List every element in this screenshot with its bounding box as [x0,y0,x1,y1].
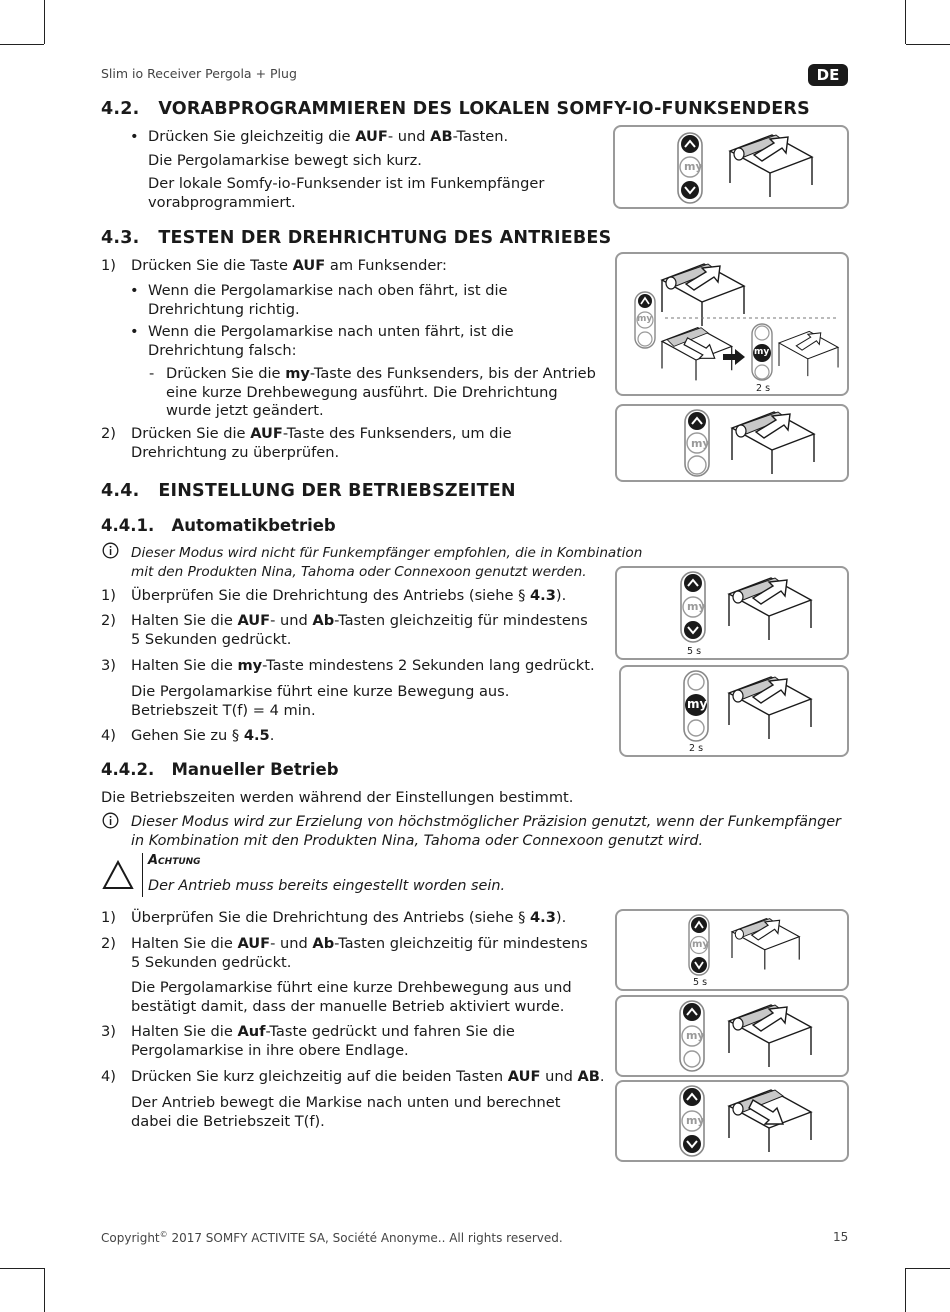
item-number: 2) [101,935,116,952]
dash: - [149,365,155,382]
crop-mark [44,0,45,44]
my-label: my [687,600,706,613]
illustration-remote-pergola [615,404,849,482]
paragraph: Drücken Sie kurz gleichzeitig auf die beiden Tasten AUF und AB. [131,1068,605,1085]
my-label: my [754,347,770,357]
paragraph: Halten Sie die AUF- und Ab-Tasten gleichzeitig für mindestens [131,935,588,952]
my-label: my [637,314,653,324]
illustration-remote-pergola [615,566,849,660]
warning-icon [101,859,135,891]
paragraph: Gehen Sie zu § 4.5. [131,727,275,744]
paragraph: wurde jetzt geändert. [166,402,324,419]
bullet: • [130,128,139,145]
paragraph: Drehrichtung zu überprüfen. [131,444,340,461]
warning-title: Achtung [148,853,201,868]
section-heading-4-3: 4.3. TESTEN DER DREHRICHTUNG DES ANTRIEBES [101,228,612,248]
page-number: 15 [833,1230,849,1244]
paragraph: Betriebszeit T(f) = 4 min. [131,702,316,719]
paragraph: Halten Sie die AUF- und Ab-Tasten gleichzeitig für mindestens [131,612,588,629]
duration-caption: 2 s [689,743,704,754]
paragraph: Wenn die Pergolamarkise nach unten fährt, ist die [148,323,514,340]
duration-caption: 5 s [693,977,708,988]
copyright: Copyright© 2017 SOMFY ACTIVITE SA, Société Anonyme.. All rights reserved. [101,1230,563,1245]
my-label: my [687,697,708,711]
paragraph: Die Pergolamarkise bewegt sich kurz. [148,152,422,169]
crop-mark [905,1268,906,1312]
section-heading-4-4: 4.4. EINSTELLUNG DER BETRIEBSZEITEN [101,481,516,501]
paragraph: Drücken Sie die Taste AUF am Funksender: [131,257,447,274]
paragraph: Wenn die Pergolamarkise nach oben fährt, ist die [148,282,508,299]
paragraph: bestätigt damit, dass der manuelle Betrieb aktiviert wurde. [131,998,565,1015]
crop-mark [906,44,950,45]
paragraph: Drücken Sie die AUF-Taste des Funksenders, um die [131,425,512,442]
document-title: Slim io Receiver Pergola + Plug [101,66,297,81]
paragraph: dabei die Betriebszeit T(f). [131,1113,325,1130]
crop-mark [905,0,906,44]
paragraph: Die Pergolamarkise führt eine kurze Drehbewegung aus und [131,979,572,996]
paragraph: Pergolamarkise in ihre obere Endlage. [131,1042,409,1059]
illustration-remote-pergola [613,125,849,209]
note: Dieser Modus wird nicht für Funkempfänger empfohlen, die in Kombination [131,545,643,561]
item-number: 4) [101,727,116,744]
paragraph: Drehrichtung falsch: [148,342,297,359]
section-heading-4-2: 4.2. VORABPROGRAMMIEREN DES LOKALEN SOMFY-IO-FUNKSENDERS [101,99,810,119]
subsection-heading-4-4-1: 4.4.1. Automatikbetrieb [101,516,336,535]
warning-divider [142,853,143,897]
my-label: my [684,160,703,173]
paragraph: Die Pergolamarkise führt eine kurze Bewegung aus. [131,683,510,700]
paragraph: Überprüfen Sie die Drehrichtung des Antriebs (siehe § 4.3). [131,909,567,926]
info-icon [102,542,119,559]
illustration-remote-pergola [615,909,849,991]
crop-mark [906,1268,950,1269]
paragraph: Die Betriebszeiten werden während der Einstellungen bestimmt. [101,789,574,806]
crop-mark [0,44,44,45]
paragraph: Halten Sie die my-Taste mindestens 2 Sekunden lang gedrückt. [131,657,595,674]
item-number: 1) [101,257,116,274]
note: in Kombination mit den Produkten Nina, Tahoma oder Connexoon genutzt wird. [131,833,704,849]
bullet: • [130,282,139,299]
illustration-remote-pergola [615,995,849,1077]
duration-caption: 2 s [756,383,771,394]
note: Dieser Modus wird zur Erzielung von höchstmöglicher Präzision genutzt, wenn der Funkempfänger [131,814,841,830]
subsection-heading-4-4-2: 4.4.2. Manueller Betrieb [101,760,339,779]
paragraph: vorabprogrammiert. [148,194,296,211]
my-label: my [692,939,709,950]
paragraph: 5 Sekunden gedrückt. [131,631,292,648]
item-number: 1) [101,909,116,926]
item-number: 2) [101,425,116,442]
crop-mark [0,1268,44,1269]
item-number: 4) [101,1068,116,1085]
paragraph: Der lokale Somfy-io-Funksender ist im Funkempfänger [148,175,545,192]
item-number: 2) [101,612,116,629]
duration-caption: 5 s [687,646,702,657]
paragraph: 5 Sekunden gedrückt. [131,954,292,971]
item-number: 1) [101,587,116,604]
paragraph: Drücken Sie gleichzeitig die AUF- und AB-Tasten. [148,128,509,145]
paragraph: Überprüfen Sie die Drehrichtung des Antriebs (siehe § 4.3). [131,587,567,604]
paragraph: Drehrichtung richtig. [148,301,300,318]
my-label: my [686,1029,705,1042]
illustration-direction-test [615,252,849,396]
paragraph: Der Antrieb bewegt die Markise nach unten und berechnet [131,1094,561,1111]
paragraph: Drücken Sie die my-Taste des Funksenders, bis der Antrieb [166,365,596,382]
paragraph: Halten Sie die Auf-Taste gedrückt und fahren Sie die [131,1023,515,1040]
language-badge: DE [808,64,848,86]
item-number: 3) [101,1023,116,1040]
illustration-remote-pergola [615,1080,849,1162]
paragraph: eine kurze Drehbewegung ausführt. Die Drehrichtung [166,384,558,401]
note: mit den Produkten Nina, Tahoma oder Connexoon genutzt werden. [131,564,587,580]
warning-text: Der Antrieb muss bereits eingestellt worden sein. [148,878,506,894]
my-label: my [686,1114,705,1127]
bullet: • [130,323,139,340]
item-number: 3) [101,657,116,674]
crop-mark [44,1268,45,1312]
illustration-remote-pergola [619,665,849,757]
info-icon [102,812,119,829]
my-label: my [691,437,710,450]
